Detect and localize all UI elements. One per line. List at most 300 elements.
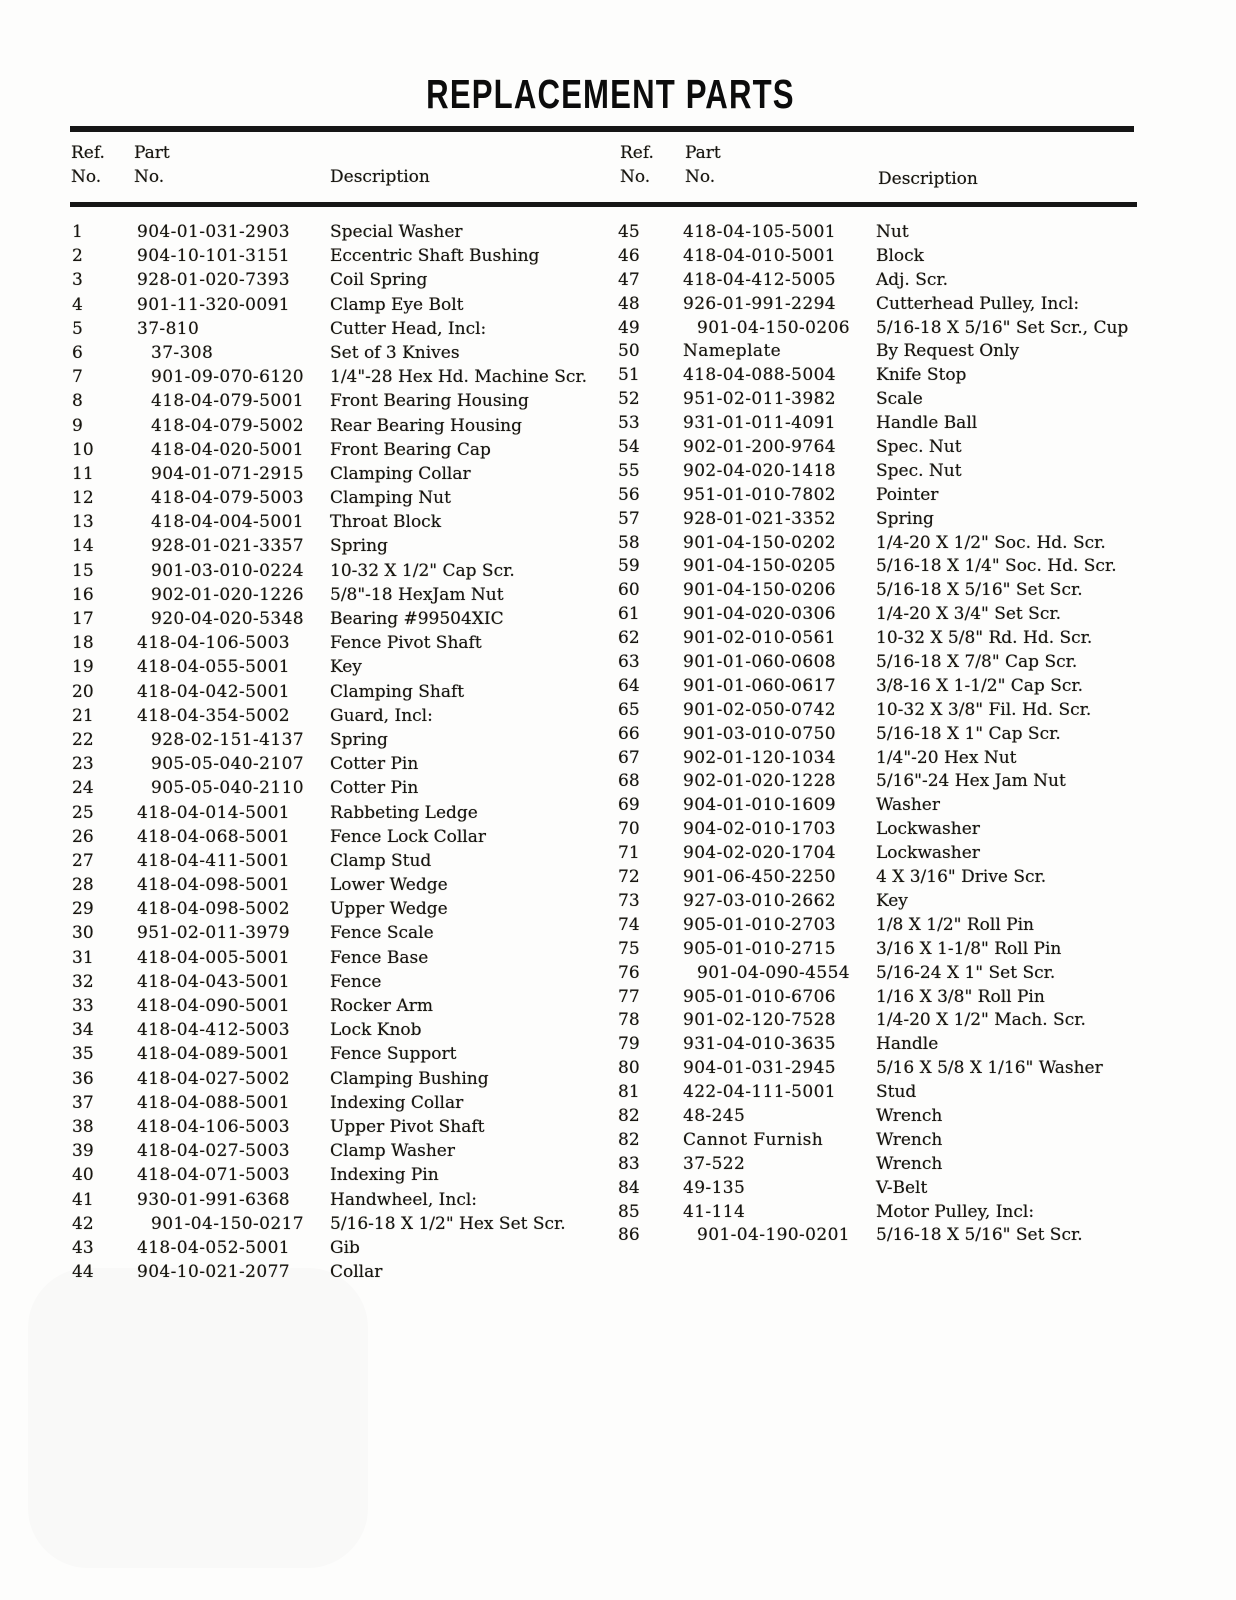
part-no: 418-04-027-5002 [137, 1068, 291, 1089]
description: Nut [876, 222, 909, 242]
part-no: 951-01-010-7802 [683, 484, 837, 505]
description: Clamp Washer [330, 1141, 455, 1162]
description: Lockwasher [876, 819, 980, 840]
ref-no: 32 [72, 971, 94, 992]
ref-no: 83 [618, 1153, 640, 1174]
table-row [618, 819, 1236, 843]
part-no: Cannot Furnish [683, 1129, 824, 1150]
ref-no: 15 [72, 560, 94, 581]
part-no: 902-01-020-1226 [151, 584, 305, 605]
ref-no: 18 [72, 633, 94, 654]
description: Throat Block [330, 512, 442, 533]
part-no: 926-01-991-2294 [683, 293, 837, 314]
ref-no: 9 [72, 415, 83, 436]
table-row [72, 1190, 617, 1214]
table-row [72, 996, 617, 1020]
ref-no: 42 [72, 1213, 94, 1234]
ref-no: 53 [618, 413, 640, 434]
description: 5/16"-24 Hex Jam Nut [876, 771, 1066, 792]
ref-no: 8 [72, 391, 83, 412]
ref-no: 56 [618, 484, 640, 505]
ref-no: 3 [72, 270, 83, 291]
part-no: 418-04-088-5004 [683, 365, 837, 386]
part-no: 905-05-040-2107 [151, 754, 305, 775]
part-no: 901-04-150-0202 [683, 532, 837, 553]
ref-no: 82 [618, 1105, 640, 1126]
table-row [72, 827, 617, 851]
part-no: 920-04-020-5348 [151, 609, 305, 629]
ref-no: 28 [72, 875, 94, 896]
description: Spec. Nut [876, 460, 962, 481]
table-row [618, 1130, 1236, 1154]
ref-no: 64 [618, 675, 640, 696]
description: Motor Pulley, Incl: [876, 1201, 1035, 1222]
part-no: 904-10-101-3151 [137, 246, 291, 267]
part-no: 37-810 [137, 318, 200, 339]
description: 1/4"-20 Hex Nut [876, 747, 1017, 768]
table-row [72, 512, 617, 536]
table-row [72, 754, 617, 778]
description: Front Bearing Cap [330, 439, 491, 460]
table-row [72, 948, 617, 972]
ref-no: 37 [72, 1092, 94, 1113]
table-row [72, 633, 617, 657]
ref-no: 78 [618, 1010, 640, 1031]
ref-no: 6 [72, 342, 83, 363]
description: Rabbeting Ledge [330, 802, 478, 823]
part-no: 901-11-320-0091 [137, 294, 291, 315]
table-row [618, 891, 1236, 915]
part-no: 928-01-020-7393 [137, 270, 291, 291]
description: 3/8-16 X 1-1/2" Cap Scr. [876, 675, 1084, 696]
ref-no: 86 [618, 1225, 640, 1246]
description: Upper Wedge [330, 899, 448, 920]
ref-no: 27 [72, 850, 94, 871]
table-row [618, 1034, 1236, 1058]
part-no: Nameplate [683, 341, 782, 362]
ref-no: 81 [618, 1082, 640, 1103]
table-row [72, 1093, 617, 1117]
table-row [618, 222, 1236, 246]
ref-no: 35 [72, 1044, 94, 1065]
description: 4 X 3/16" Drive Scr. [876, 867, 1047, 888]
table-row [72, 682, 617, 706]
description: 1/4-20 X 3/4" Set Scr. [876, 604, 1061, 625]
description: 1/4-20 X 1/2" Mach. Scr. [876, 1010, 1086, 1031]
table-row [618, 915, 1236, 939]
ref-no: 54 [618, 437, 640, 458]
description: Spring [876, 508, 934, 529]
description: 1/4"-28 Hex Hd. Machine Scr. [330, 367, 588, 388]
description: 3/16 X 1-1/8" Roll Pin [876, 938, 1062, 959]
part-no: 48-245 [683, 1105, 746, 1126]
description: 10-32 X 3/8" Fil. Hd. Scr. [876, 699, 1092, 720]
header-right-description: Description [878, 169, 978, 189]
header-left-description: Description [330, 167, 430, 187]
part-no: 418-04-042-5001 [137, 681, 291, 702]
ref-no: 47 [618, 269, 640, 290]
table-row [72, 1069, 617, 1093]
table-row [618, 628, 1236, 652]
ref-no: 13 [72, 512, 94, 533]
table-row [618, 294, 1236, 318]
description: 10-32 X 5/8" Rd. Hd. Scr. [876, 628, 1093, 649]
description: 5/16-18 X 5/16" Set Scr., Cup [876, 317, 1129, 338]
table-row [618, 509, 1236, 533]
table-row [72, 657, 617, 681]
table-row [618, 652, 1236, 676]
ref-no: 40 [72, 1165, 94, 1186]
ref-no: 48 [618, 293, 640, 314]
description: 1/4-20 X 1/2" Soc. Hd. Scr. [876, 532, 1106, 553]
part-no: 418-04-354-5002 [137, 705, 291, 726]
ref-no: 82 [618, 1129, 640, 1150]
part-no: 901-02-120-7528 [683, 1010, 837, 1031]
description: Coil Spring [330, 270, 428, 291]
part-no: 418-04-090-5001 [137, 996, 291, 1016]
table-row [618, 748, 1236, 772]
table-row [618, 987, 1236, 1011]
part-no: 41-114 [683, 1201, 746, 1222]
ref-no: 26 [72, 826, 94, 847]
description: Block [876, 245, 924, 266]
part-no: 904-02-010-1703 [683, 819, 837, 840]
table-row [618, 724, 1236, 748]
table-row [618, 1202, 1236, 1226]
description: Fence Support [330, 1044, 457, 1065]
part-no: 928-01-021-3357 [151, 536, 305, 557]
description: Fence Pivot Shaft [330, 633, 482, 654]
ref-no: 57 [618, 508, 640, 529]
part-no: 901-04-020-0306 [683, 604, 837, 625]
description: Upper Pivot Shaft [330, 1116, 485, 1137]
ref-no: 51 [618, 365, 640, 386]
ref-no: 21 [72, 705, 94, 726]
part-no: 418-04-055-5001 [137, 657, 291, 678]
ref-no: 34 [72, 1020, 94, 1041]
description: Key [876, 890, 908, 911]
part-no: 418-04-098-5002 [137, 899, 291, 920]
table-row [618, 437, 1236, 461]
description: 1/16 X 3/8" Roll Pin [876, 986, 1045, 1007]
description: Clamping Nut [330, 488, 451, 509]
description: Clamping Bushing [330, 1068, 489, 1089]
description: 10-32 X 1/2" Cap Scr. [330, 560, 515, 581]
description: Rocker Arm [330, 996, 433, 1016]
ref-no: 59 [618, 556, 640, 577]
table-row [72, 706, 617, 730]
part-no: 902-01-120-1034 [683, 747, 837, 768]
description: Scale [876, 389, 923, 410]
part-no: 418-04-105-5001 [683, 222, 837, 242]
ref-no: 55 [618, 460, 640, 481]
description: Special Washer [330, 222, 463, 242]
table-row [72, 1165, 617, 1189]
description: Wrench [876, 1105, 943, 1126]
part-no: 901-04-090-4554 [697, 962, 851, 983]
ref-no: 10 [72, 439, 94, 460]
ref-no: 44 [72, 1262, 94, 1283]
ref-no: 2 [72, 246, 83, 267]
ref-no: 7 [72, 367, 83, 388]
table-row [72, 730, 617, 754]
ref-no: 24 [72, 778, 94, 799]
description: Handle Ball [876, 413, 978, 434]
description: 5/16-18 X 5/16" Set Scr. [876, 1225, 1083, 1246]
part-no: 418-04-071-5003 [137, 1165, 291, 1186]
divider-header-rule [70, 202, 1137, 207]
table-row [72, 295, 617, 319]
table-row [72, 319, 617, 343]
ref-no: 39 [72, 1141, 94, 1162]
header-left-ref-line2: No. [71, 167, 102, 187]
description: Set of 3 Knives [330, 342, 460, 363]
description: Clamp Eye Bolt [330, 294, 464, 315]
ref-no: 29 [72, 899, 94, 920]
part-no: 928-02-151-4137 [151, 729, 305, 750]
description: Stud [876, 1082, 917, 1103]
part-no: 902-01-020-1228 [683, 771, 837, 792]
part-no: 901-01-060-0608 [683, 652, 837, 673]
description: 5/8"-18 HexJam Nut [330, 584, 504, 605]
part-no: 418-04-043-5001 [137, 971, 291, 992]
table-row [618, 1058, 1236, 1082]
part-no: 418-04-027-5003 [137, 1141, 291, 1162]
description: By Request Only [876, 341, 1020, 362]
ref-no: 80 [618, 1058, 640, 1079]
description: Fence [330, 971, 382, 992]
header-left-ref-line1: Ref. [71, 143, 105, 163]
ref-no: 52 [618, 389, 640, 410]
table-row [618, 963, 1236, 987]
divider-top-rule [70, 126, 1134, 132]
ref-no: 16 [72, 584, 94, 605]
table-row [72, 270, 617, 294]
ref-no: 25 [72, 802, 94, 823]
part-no: 902-01-200-9764 [683, 437, 837, 458]
part-no: 901-02-050-0742 [683, 699, 837, 720]
description: Fence Scale [330, 923, 434, 944]
part-no: 901-06-450-2250 [683, 867, 837, 888]
part-no: 904-02-020-1704 [683, 843, 837, 864]
table-row [618, 270, 1236, 294]
part-no: 904-10-021-2077 [137, 1262, 291, 1283]
description: Spec. Nut [876, 437, 962, 458]
description: 5/16-18 X 1/4" Soc. Hd. Scr. [876, 556, 1117, 577]
description: Clamp Stud [330, 850, 432, 871]
table-row [72, 464, 617, 488]
description: Spring [330, 729, 388, 750]
description: 5/16-18 X 1/2" Hex Set Scr. [330, 1213, 566, 1234]
ref-no: 49 [618, 317, 640, 338]
part-no: 418-04-079-5003 [151, 488, 305, 509]
table-row [618, 1106, 1236, 1130]
ref-no: 11 [72, 463, 94, 484]
description: Cutterhead Pulley, Incl: [876, 293, 1080, 314]
description: Lock Knob [330, 1020, 422, 1041]
ref-no: 63 [618, 652, 640, 673]
part-no: 901-09-070-6120 [151, 367, 305, 388]
part-no: 422-04-111-5001 [683, 1082, 837, 1103]
ref-no: 70 [618, 819, 640, 840]
table-row [72, 416, 617, 440]
table-row [72, 343, 617, 367]
part-no: 418-04-106-5003 [137, 1116, 291, 1137]
table-row [618, 246, 1236, 270]
part-no: 901-04-150-0217 [151, 1213, 305, 1234]
header-left-part-line1: Part [134, 143, 170, 163]
description: Wrench [876, 1153, 943, 1174]
table-row [618, 318, 1236, 342]
table-row [72, 875, 617, 899]
part-no: 904-01-010-1609 [683, 795, 837, 816]
description: Guard, Incl: [330, 705, 433, 726]
part-no: 418-04-010-5001 [683, 245, 837, 266]
table-row [618, 413, 1236, 437]
description: 5/16-18 X 5/16" Set Scr. [876, 580, 1083, 601]
description: Fence Base [330, 947, 429, 968]
table-row [72, 1020, 617, 1044]
description: Bearing #99504XIC [330, 609, 504, 629]
description: Eccentric Shaft Bushing [330, 246, 540, 267]
header-right-ref-line2: No. [620, 167, 651, 187]
part-no: 418-04-068-5001 [137, 826, 291, 847]
ref-no: 23 [72, 754, 94, 775]
ref-no: 30 [72, 923, 94, 944]
description: 5/16-18 X 1" Cap Scr. [876, 723, 1061, 744]
table-row [72, 391, 617, 415]
table-row [72, 972, 617, 996]
description: Lower Wedge [330, 875, 448, 896]
part-no: 931-04-010-3635 [683, 1034, 837, 1055]
table-row [618, 580, 1236, 604]
description: Collar [330, 1262, 383, 1283]
ref-no: 12 [72, 488, 94, 509]
table-row [618, 867, 1236, 891]
header-right-part-line2: No. [685, 167, 716, 187]
ref-no: 41 [72, 1189, 94, 1210]
table-row [72, 585, 617, 609]
table-row [618, 1082, 1236, 1106]
ref-no: 79 [618, 1034, 640, 1055]
description: V-Belt [876, 1177, 928, 1198]
table-row [72, 899, 617, 923]
part-no: 418-04-412-5003 [137, 1020, 291, 1041]
table-row [72, 1238, 617, 1262]
ref-no: 33 [72, 996, 94, 1016]
table-row [618, 389, 1236, 413]
part-no: 951-02-011-3979 [137, 923, 291, 944]
part-no: 905-05-040-2110 [151, 778, 305, 799]
part-no: 902-04-020-1418 [683, 460, 837, 481]
ref-no: 67 [618, 747, 640, 768]
table-row [72, 222, 617, 246]
table-row [72, 561, 617, 585]
ref-no: 62 [618, 628, 640, 649]
part-no: 905-01-010-2715 [683, 938, 837, 959]
table-row [72, 778, 617, 802]
description: Handwheel, Incl: [330, 1189, 478, 1210]
table-row [72, 246, 617, 270]
table-row [72, 367, 617, 391]
page-title-text: REPLACEMENT PARTS [425, 71, 795, 117]
ref-no: 38 [72, 1116, 94, 1137]
description: Clamping Collar [330, 463, 471, 484]
description: Handle [876, 1034, 939, 1055]
description: Key [330, 657, 362, 678]
part-no: 904-01-031-2945 [683, 1058, 837, 1079]
description: Rear Bearing Housing [330, 415, 523, 436]
part-no: 901-01-060-0617 [683, 675, 837, 696]
table-row [618, 365, 1236, 389]
part-no: 418-04-106-5003 [137, 633, 291, 654]
ref-no: 1 [72, 222, 83, 242]
scan-artifact [28, 1268, 368, 1568]
table-row [72, 1044, 617, 1068]
part-no: 418-04-079-5002 [151, 415, 305, 436]
table-row [618, 700, 1236, 724]
table-row [72, 440, 617, 464]
table-row [618, 604, 1236, 628]
ref-no: 4 [72, 294, 83, 315]
part-no: 931-01-011-4091 [683, 413, 837, 434]
ref-no: 69 [618, 795, 640, 816]
ref-no: 66 [618, 723, 640, 744]
part-no: 904-01-031-2903 [137, 222, 291, 242]
ref-no: 65 [618, 699, 640, 720]
description: Indexing Collar [330, 1092, 464, 1113]
table-row [618, 1225, 1236, 1249]
ref-no: 5 [72, 318, 83, 339]
ref-no: 71 [618, 843, 640, 864]
part-no: 37-522 [683, 1153, 746, 1174]
description: Fence Lock Collar [330, 826, 486, 847]
parts-column-right [618, 222, 1236, 1249]
ref-no: 19 [72, 657, 94, 678]
table-row [618, 556, 1236, 580]
table-row [618, 461, 1236, 485]
table-row [72, 803, 617, 827]
page-title [0, 71, 1228, 117]
part-no: 418-04-089-5001 [137, 1044, 291, 1065]
part-no: 901-03-010-0224 [151, 560, 305, 581]
table-row [618, 1154, 1236, 1178]
ref-no: 74 [618, 914, 640, 935]
table-row [618, 341, 1236, 365]
part-no: 901-04-150-0205 [683, 556, 837, 577]
part-no: 901-04-150-0206 [683, 580, 837, 601]
ref-no: 73 [618, 890, 640, 911]
part-no: 928-01-021-3352 [683, 508, 837, 529]
ref-no: 14 [72, 536, 94, 557]
part-no: 37-308 [151, 342, 214, 363]
part-no: 930-01-991-6368 [137, 1189, 291, 1210]
table-row [72, 923, 617, 947]
ref-no: 43 [72, 1237, 94, 1258]
description: Adj. Scr. [876, 269, 949, 290]
part-no: 418-04-004-5001 [151, 512, 305, 533]
table-row [618, 533, 1236, 557]
description: Knife Stop [876, 365, 967, 386]
description: 5/16 X 5/8 X 1/16" Washer [876, 1058, 1103, 1079]
part-no: 418-04-020-5001 [151, 439, 305, 460]
ref-no: 46 [618, 245, 640, 266]
description: Wrench [876, 1129, 943, 1150]
ref-no: 77 [618, 986, 640, 1007]
description: Cotter Pin [330, 778, 419, 799]
ref-no: 61 [618, 604, 640, 625]
ref-no: 85 [618, 1201, 640, 1222]
